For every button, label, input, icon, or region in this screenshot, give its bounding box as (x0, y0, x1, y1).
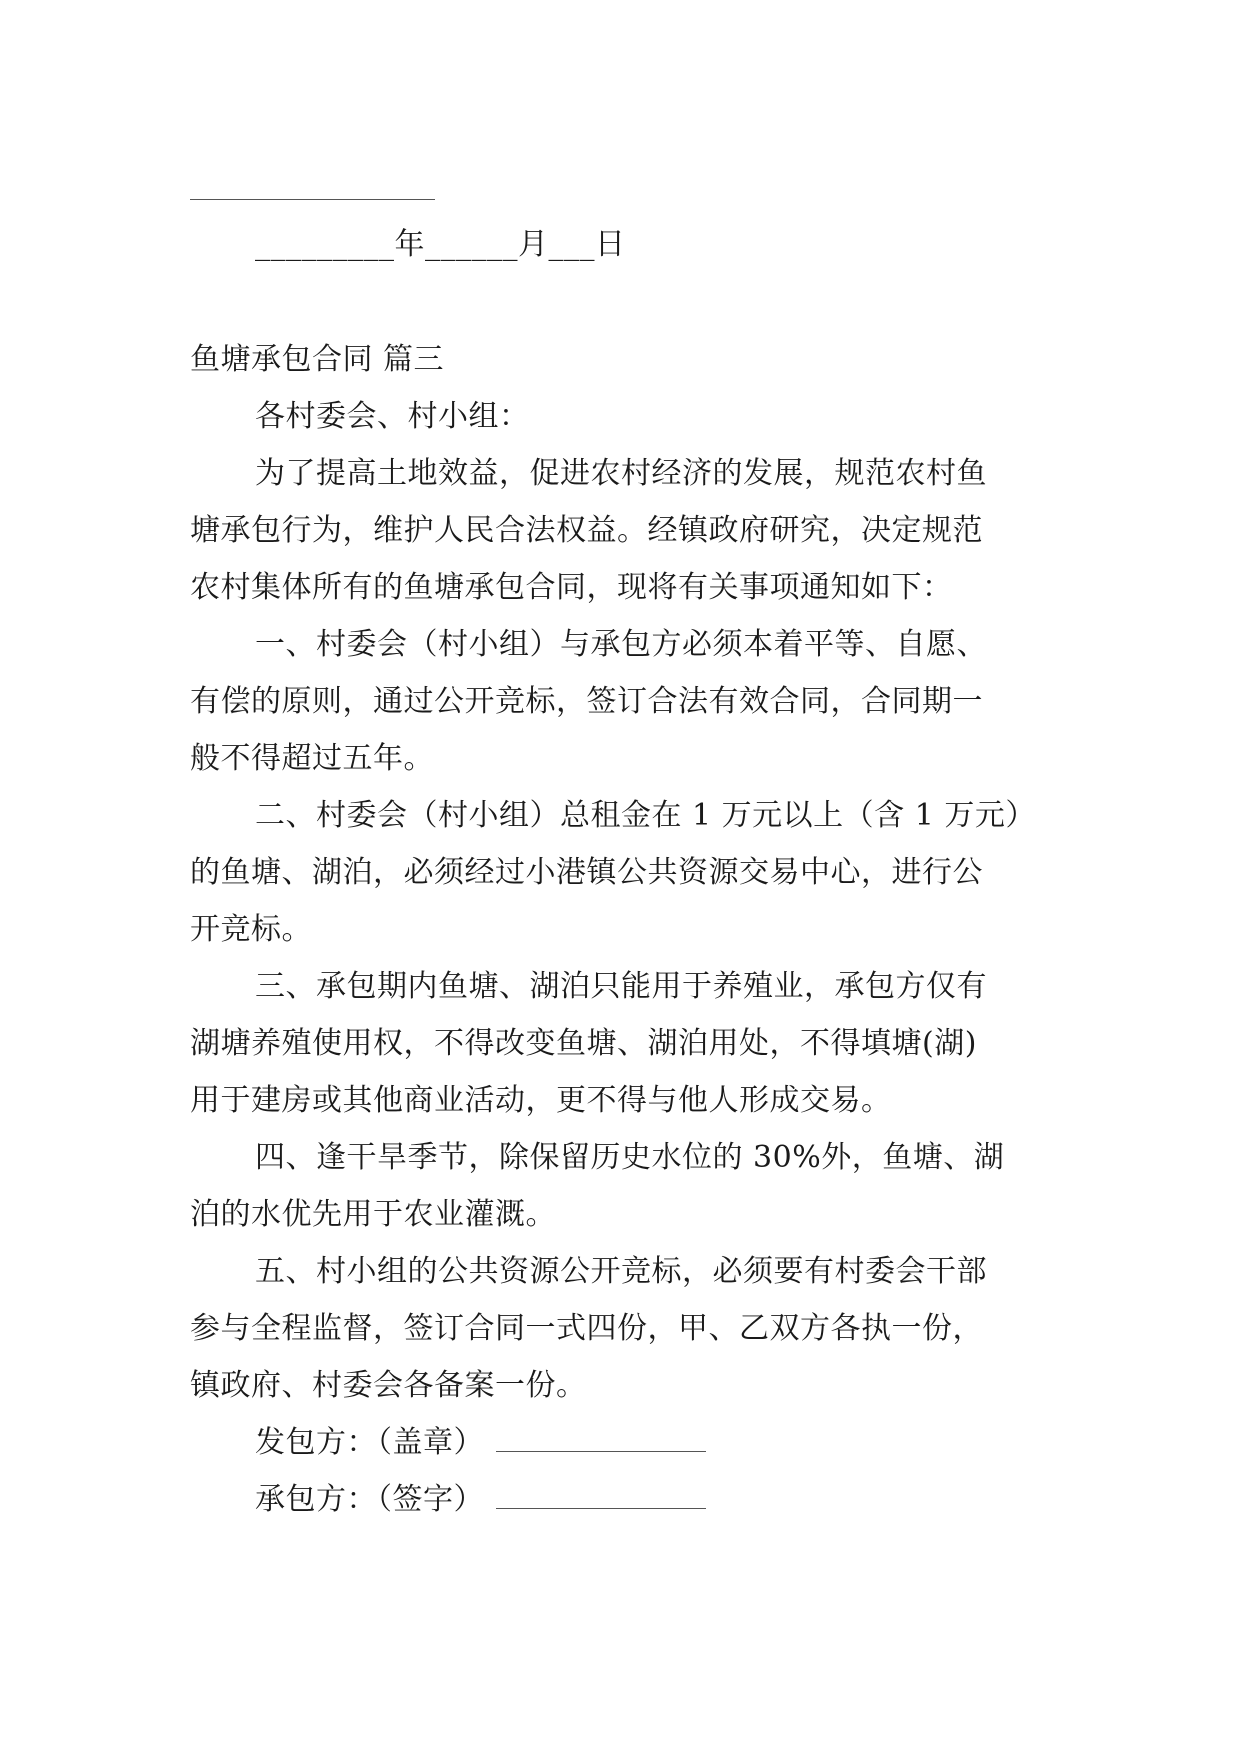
section-title: 鱼塘承包合同 篇三 (190, 342, 445, 377)
body-line-8: 的鱼塘、湖泊，必须经过小港镇公共资源交易中心，进行公 (190, 855, 983, 890)
body-line-7: 二、村委会（村小组）总租金在 1 万元以上（含 1 万元） (255, 798, 1036, 833)
body-line-17: 镇政府、村委会各备案一份。 (190, 1368, 587, 1403)
body-line-6: 般不得超过五年。 (190, 741, 434, 776)
body-line-9: 开竞标。 (190, 912, 312, 947)
date-line: _________年______月___日 (255, 227, 626, 262)
body-line-4: 一、村委会（村小组）与承包方必须本着平等、自愿、 (255, 627, 987, 662)
body-line-14: 泊的水优先用于农业灌溉。 (190, 1197, 556, 1232)
greeting: 各村委会、村小组： (255, 399, 530, 434)
body-line-13: 四、逢干旱季节，除保留历史水位的 30%外，鱼塘、湖 (255, 1140, 1005, 1175)
signature-party-b (255, 1480, 706, 1520)
body-line-2: 塘承包行为，维护人民合法权益。经镇政府研究，决定规范 (190, 513, 983, 548)
signature-party-a (255, 1423, 706, 1463)
body-line-15: 五、村小组的公共资源公开竞标，必须要有村委会干部 (255, 1254, 987, 1289)
body-line-1: 为了提高土地效益，促进农村经济的发展，规范农村鱼 (255, 456, 987, 491)
body-line-11: 湖塘养殖使用权，不得改变鱼塘、湖泊用处，不得填塘(湖) (190, 1026, 977, 1061)
top-blank-line (190, 199, 435, 200)
party-b-label: 承包方：（签字） (255, 1482, 484, 1517)
body-line-3: 农村集体所有的鱼塘承包合同，现将有关事项通知如下： (190, 570, 953, 605)
party-a-label: 发包方：（盖章） (255, 1425, 484, 1460)
body-line-16: 参与全程监督，签订合同一式四份，甲、乙双方各执一份， (190, 1311, 983, 1346)
body-line-10: 三、承包期内鱼塘、湖泊只能用于养殖业，承包方仅有 (255, 969, 987, 1004)
body-line-5: 有偿的原则，通过公开竞标，签订合法有效合同，合同期一 (190, 684, 983, 719)
body-line-12: 用于建房或其他商业活动，更不得与他人形成交易。 (190, 1083, 892, 1118)
party-a-signature-line (496, 1450, 706, 1452)
party-b-signature-line (496, 1507, 706, 1509)
